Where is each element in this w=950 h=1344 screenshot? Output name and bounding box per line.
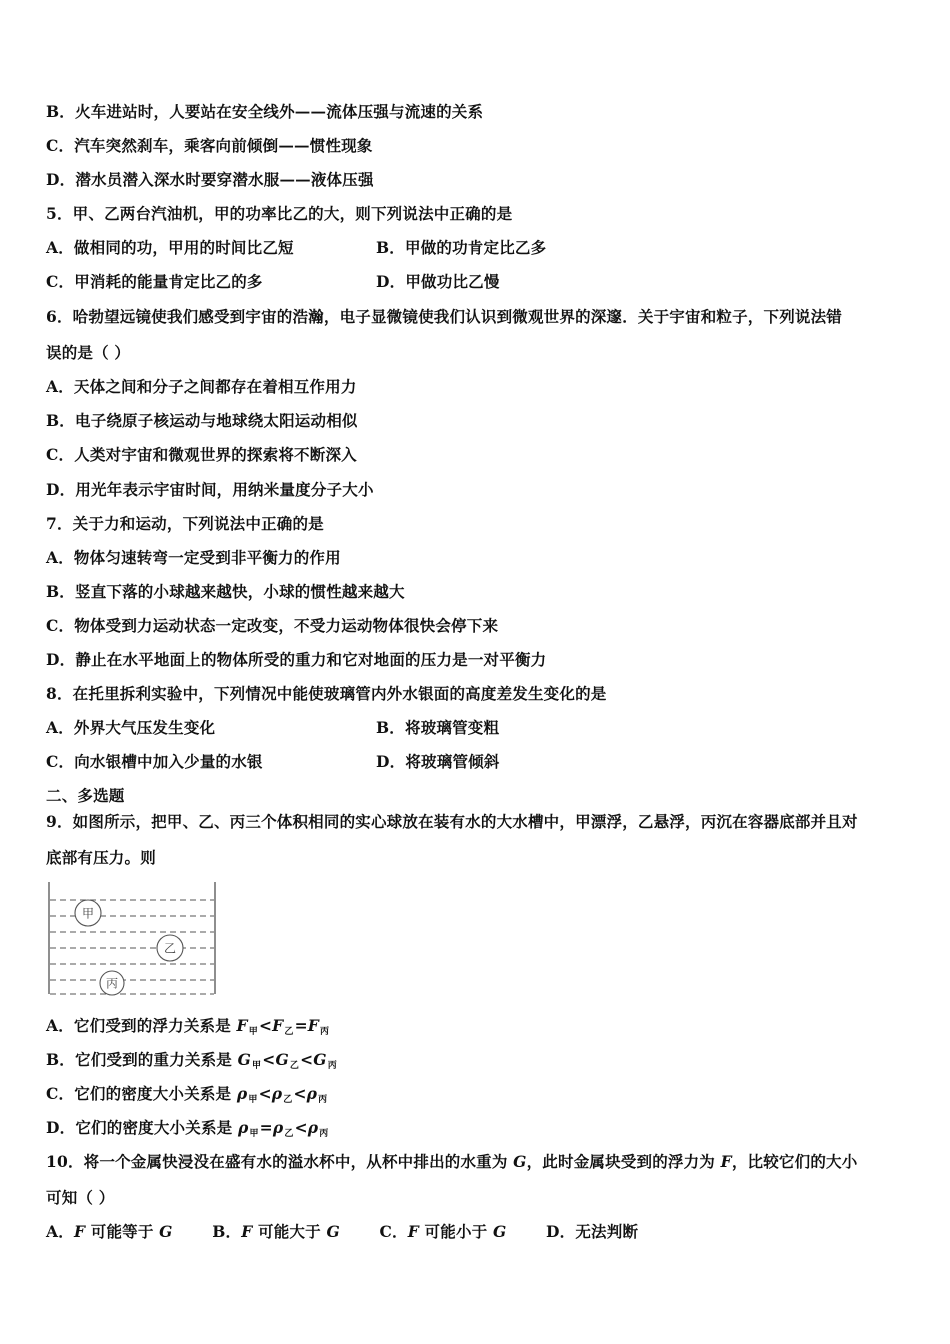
q6-stem-line1: 6．哈勃望远镜使我们感受到宇宙的浩瀚，电子显微镜使我们认识到微观世界的深邃．关于宇宙和粒子，下列说法错 <box>46 307 842 326</box>
q8-stem: 8．在托里拆利实验中，下列情况中能使玻璃管内外水银面的高度差发生变化的是 <box>46 684 607 703</box>
q7-option-b: B．竖直下落的小球越来越快，小球的惯性越来越大 <box>46 582 405 601</box>
q10-option-c: C．F 可能小于 G <box>379 1222 507 1241</box>
q4-option-c: C．汽车突然刹车，乘客向前倾倒——惯性现象 <box>46 136 373 155</box>
q9-stem-line1: 9．如图所示，把甲、乙、丙三个体积相同的实心球放在装有水的大水槽中，甲漂浮，乙悬浮，丙沉在容器底部并且对 <box>46 812 858 831</box>
ball-bing-label: 丙 <box>105 976 119 991</box>
q10-option-a: A．F 可能等于 G <box>46 1222 173 1241</box>
q9-option-a: A．它们受到的浮力关系是 $F_甲<F_乙=F_丙$ <box>46 1016 330 1037</box>
ball-jia <box>75 900 101 926</box>
q9-option-c: C．它们的密度大小关系是 $\rho_甲<\rho_乙<\rho_丙$ <box>46 1084 328 1105</box>
q9-stem-line2: 底部有压力。则 <box>46 848 156 867</box>
q5-stem: 5．甲、乙两台汽油机，甲的功率比乙的大，则下列说法中正确的是 <box>46 204 513 223</box>
q4-option-b: B．火车进站时，人要站在安全线外——流体压强与流速的关系 <box>46 102 484 121</box>
q6-option-c: C．人类对宇宙和微观世界的探索将不断深入 <box>46 445 357 464</box>
q6-option-d: D．用光年表示宇宙时间，用纳米量度分子大小 <box>46 480 374 499</box>
q7-stem: 7．关于力和运动，下列说法中正确的是 <box>46 514 324 533</box>
ball-yi-label: 乙 <box>163 941 177 956</box>
q5-option-c: C．甲消耗的能量肯定比乙的多 <box>46 272 263 291</box>
q9-option-d: D．它们的密度大小关系是 $\rho_甲=\rho_乙<\rho_丙$ <box>46 1118 329 1139</box>
q10-stem-line1: 10．将一个金属快浸没在盛有水的溢水杯中，从杯中排出的水重为 G，此时金属块受到的浮力为 F，比较它们的大小 <box>46 1152 858 1171</box>
ball-yi <box>157 935 183 961</box>
q5-option-b: B．甲做的功肯定比乙多 <box>376 238 547 257</box>
q10-options-row <box>46 1222 672 1242</box>
q6-option-a: A．天体之间和分子之间都存在着相互作用力 <box>46 377 357 396</box>
q7-option-a: A．物体匀速转弯一定受到非平衡力的作用 <box>46 548 341 567</box>
q6-stem-line2: 误的是（ ） <box>46 343 131 362</box>
ball-bing <box>100 971 124 995</box>
section-heading: 二、多选题 <box>46 786 125 805</box>
q10-option-b: B．F 可能大于 G <box>212 1222 340 1241</box>
q8-option-a: A．外界大气压发生变化 <box>46 718 216 737</box>
q4-option-d: D．潜水员潜入深水时要穿潜水服——液体压强 <box>46 170 374 189</box>
q9-option-b: B．它们受到的重力关系是 $G_甲<G_乙<G_丙$ <box>46 1050 337 1071</box>
q5-option-a: A．做相同的功，甲用的时间比乙短 <box>46 238 294 257</box>
q7-option-c: C．物体受到力运动状态一定改变，不受力运动物体很快会停下来 <box>46 616 499 635</box>
q9-figure-water-tank <box>46 880 220 998</box>
q7-option-d: D．静止在水平地面上的物体所受的重力和它对地面的压力是一对平衡力 <box>46 650 547 669</box>
q8-option-c: C．向水银槽中加入少量的水银 <box>46 752 263 771</box>
q6-option-b: B．电子绕原子核运动与地球绕太阳运动相似 <box>46 411 358 430</box>
q8-option-d: D．将玻璃管倾斜 <box>376 752 500 771</box>
q8-option-b: B．将玻璃管变粗 <box>376 718 500 737</box>
q5-option-d: D．甲做功比乙慢 <box>376 272 500 291</box>
q10-stem-line2: 可知（ ） <box>46 1188 115 1207</box>
ball-jia-label: 甲 <box>81 906 95 921</box>
q10-option-d: D．无法判断 <box>546 1222 639 1241</box>
